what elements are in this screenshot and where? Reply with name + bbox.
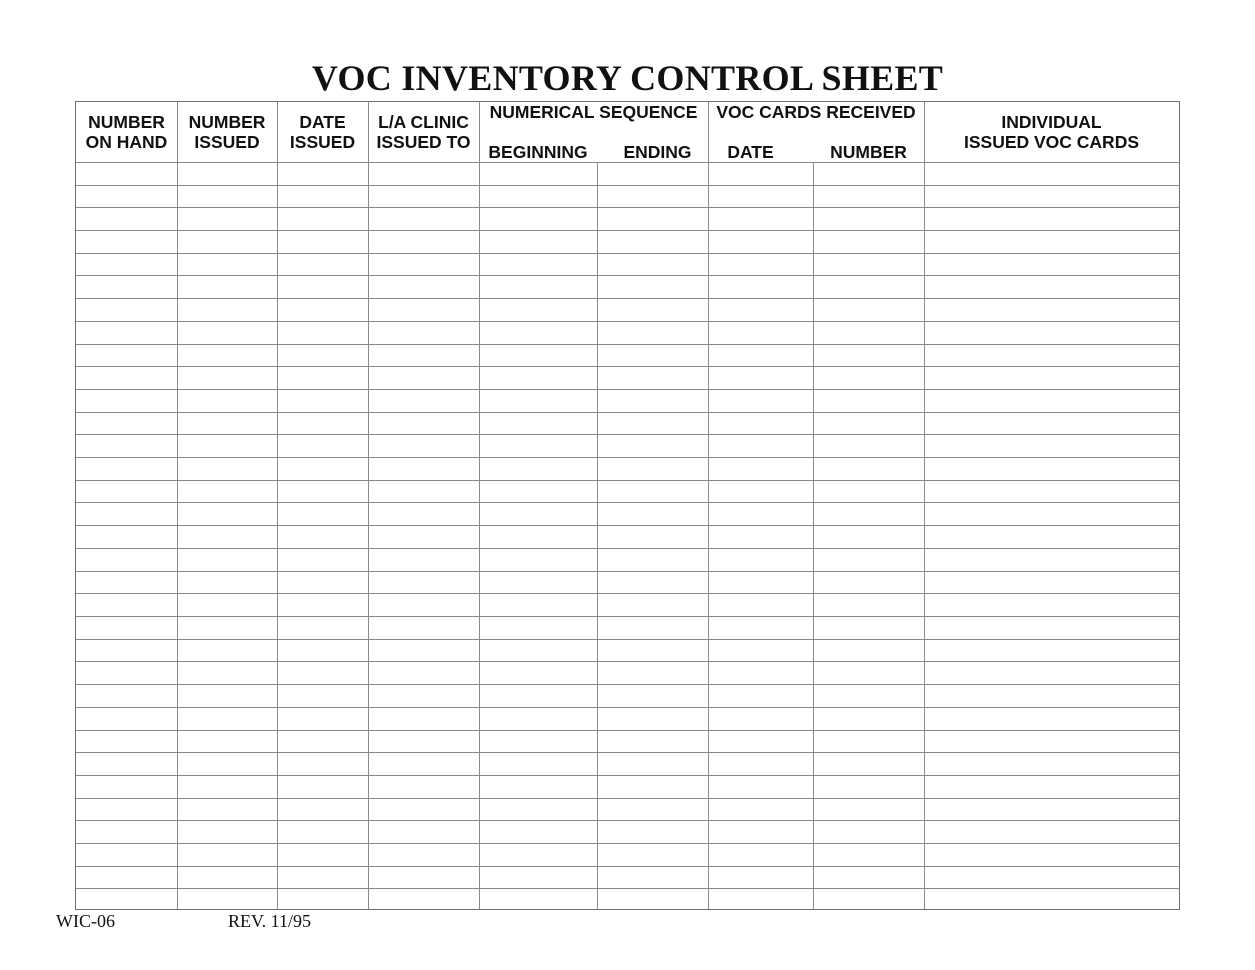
row-line <box>76 321 1179 322</box>
inventory-table <box>75 101 1180 910</box>
header-date-issued <box>277 112 368 152</box>
header-individual-line2: ISSUED VOC CARDS <box>963 132 1140 152</box>
header-date-issued-line1: DATE <box>299 112 346 132</box>
column-divider <box>368 102 369 909</box>
row-line <box>76 185 1179 186</box>
header-number-on-hand-line2: ON HAND <box>85 132 168 152</box>
row-line <box>76 593 1179 594</box>
header-individual-issued-voc-cards <box>924 112 1179 152</box>
row-line <box>76 502 1179 503</box>
row-line <box>76 820 1179 821</box>
header-received-number: NUMBER <box>830 142 907 162</box>
sheet-title: VOC INVENTORY CONTROL SHEET <box>311 58 944 98</box>
form-revision: REV. 11/95 <box>228 911 312 931</box>
row-line <box>76 775 1179 776</box>
header-voc-cards-received: VOC CARDS RECEIVED <box>716 102 916 122</box>
row-line <box>76 843 1179 844</box>
column-divider <box>924 102 925 909</box>
row-line <box>76 866 1179 867</box>
row-line <box>76 548 1179 549</box>
row-line <box>76 253 1179 254</box>
row-line <box>76 389 1179 390</box>
header-beginning: BEGINNING <box>488 142 588 162</box>
row-line <box>76 616 1179 617</box>
header-number-issued-line2: ISSUED <box>194 132 260 152</box>
column-divider <box>708 102 709 909</box>
row-line <box>76 684 1179 685</box>
column-divider <box>479 102 480 909</box>
row-line <box>76 525 1179 526</box>
header-clinic-issued-to-line2: ISSUED TO <box>376 132 471 152</box>
row-line <box>76 412 1179 413</box>
row-line <box>76 207 1179 208</box>
header-number-on-hand <box>76 112 177 152</box>
row-line <box>76 661 1179 662</box>
row-line <box>76 457 1179 458</box>
header-date-issued-line2: ISSUED <box>289 132 356 152</box>
header-clinic-issued-to <box>368 112 479 152</box>
column-divider <box>277 102 278 909</box>
header-individual-line1: INDIVIDUAL <box>1001 112 1102 132</box>
row-line <box>76 639 1179 640</box>
row-line <box>76 434 1179 435</box>
header-received-date: DATE <box>727 142 774 162</box>
row-line <box>76 275 1179 276</box>
header-number-issued <box>177 112 277 152</box>
row-line <box>76 888 1179 889</box>
row-line <box>76 480 1179 481</box>
column-divider <box>177 102 178 909</box>
header-ending: ENDING <box>623 142 692 162</box>
header-clinic-issued-to-line1: L/A CLINIC <box>378 112 469 132</box>
row-line <box>76 707 1179 708</box>
row-line <box>76 730 1179 731</box>
header-number-issued-line1: NUMBER <box>188 112 266 132</box>
header-numerical-sequence: NUMERICAL SEQUENCE <box>489 102 698 122</box>
row-line <box>76 230 1179 231</box>
row-line <box>76 344 1179 345</box>
row-line <box>76 571 1179 572</box>
row-line <box>76 366 1179 367</box>
row-line <box>76 298 1179 299</box>
row-line <box>76 798 1179 799</box>
header-number-on-hand-line1: NUMBER <box>88 112 165 132</box>
form-id: WIC-06 <box>56 911 115 931</box>
header-divider <box>76 162 1179 163</box>
row-line <box>76 752 1179 753</box>
